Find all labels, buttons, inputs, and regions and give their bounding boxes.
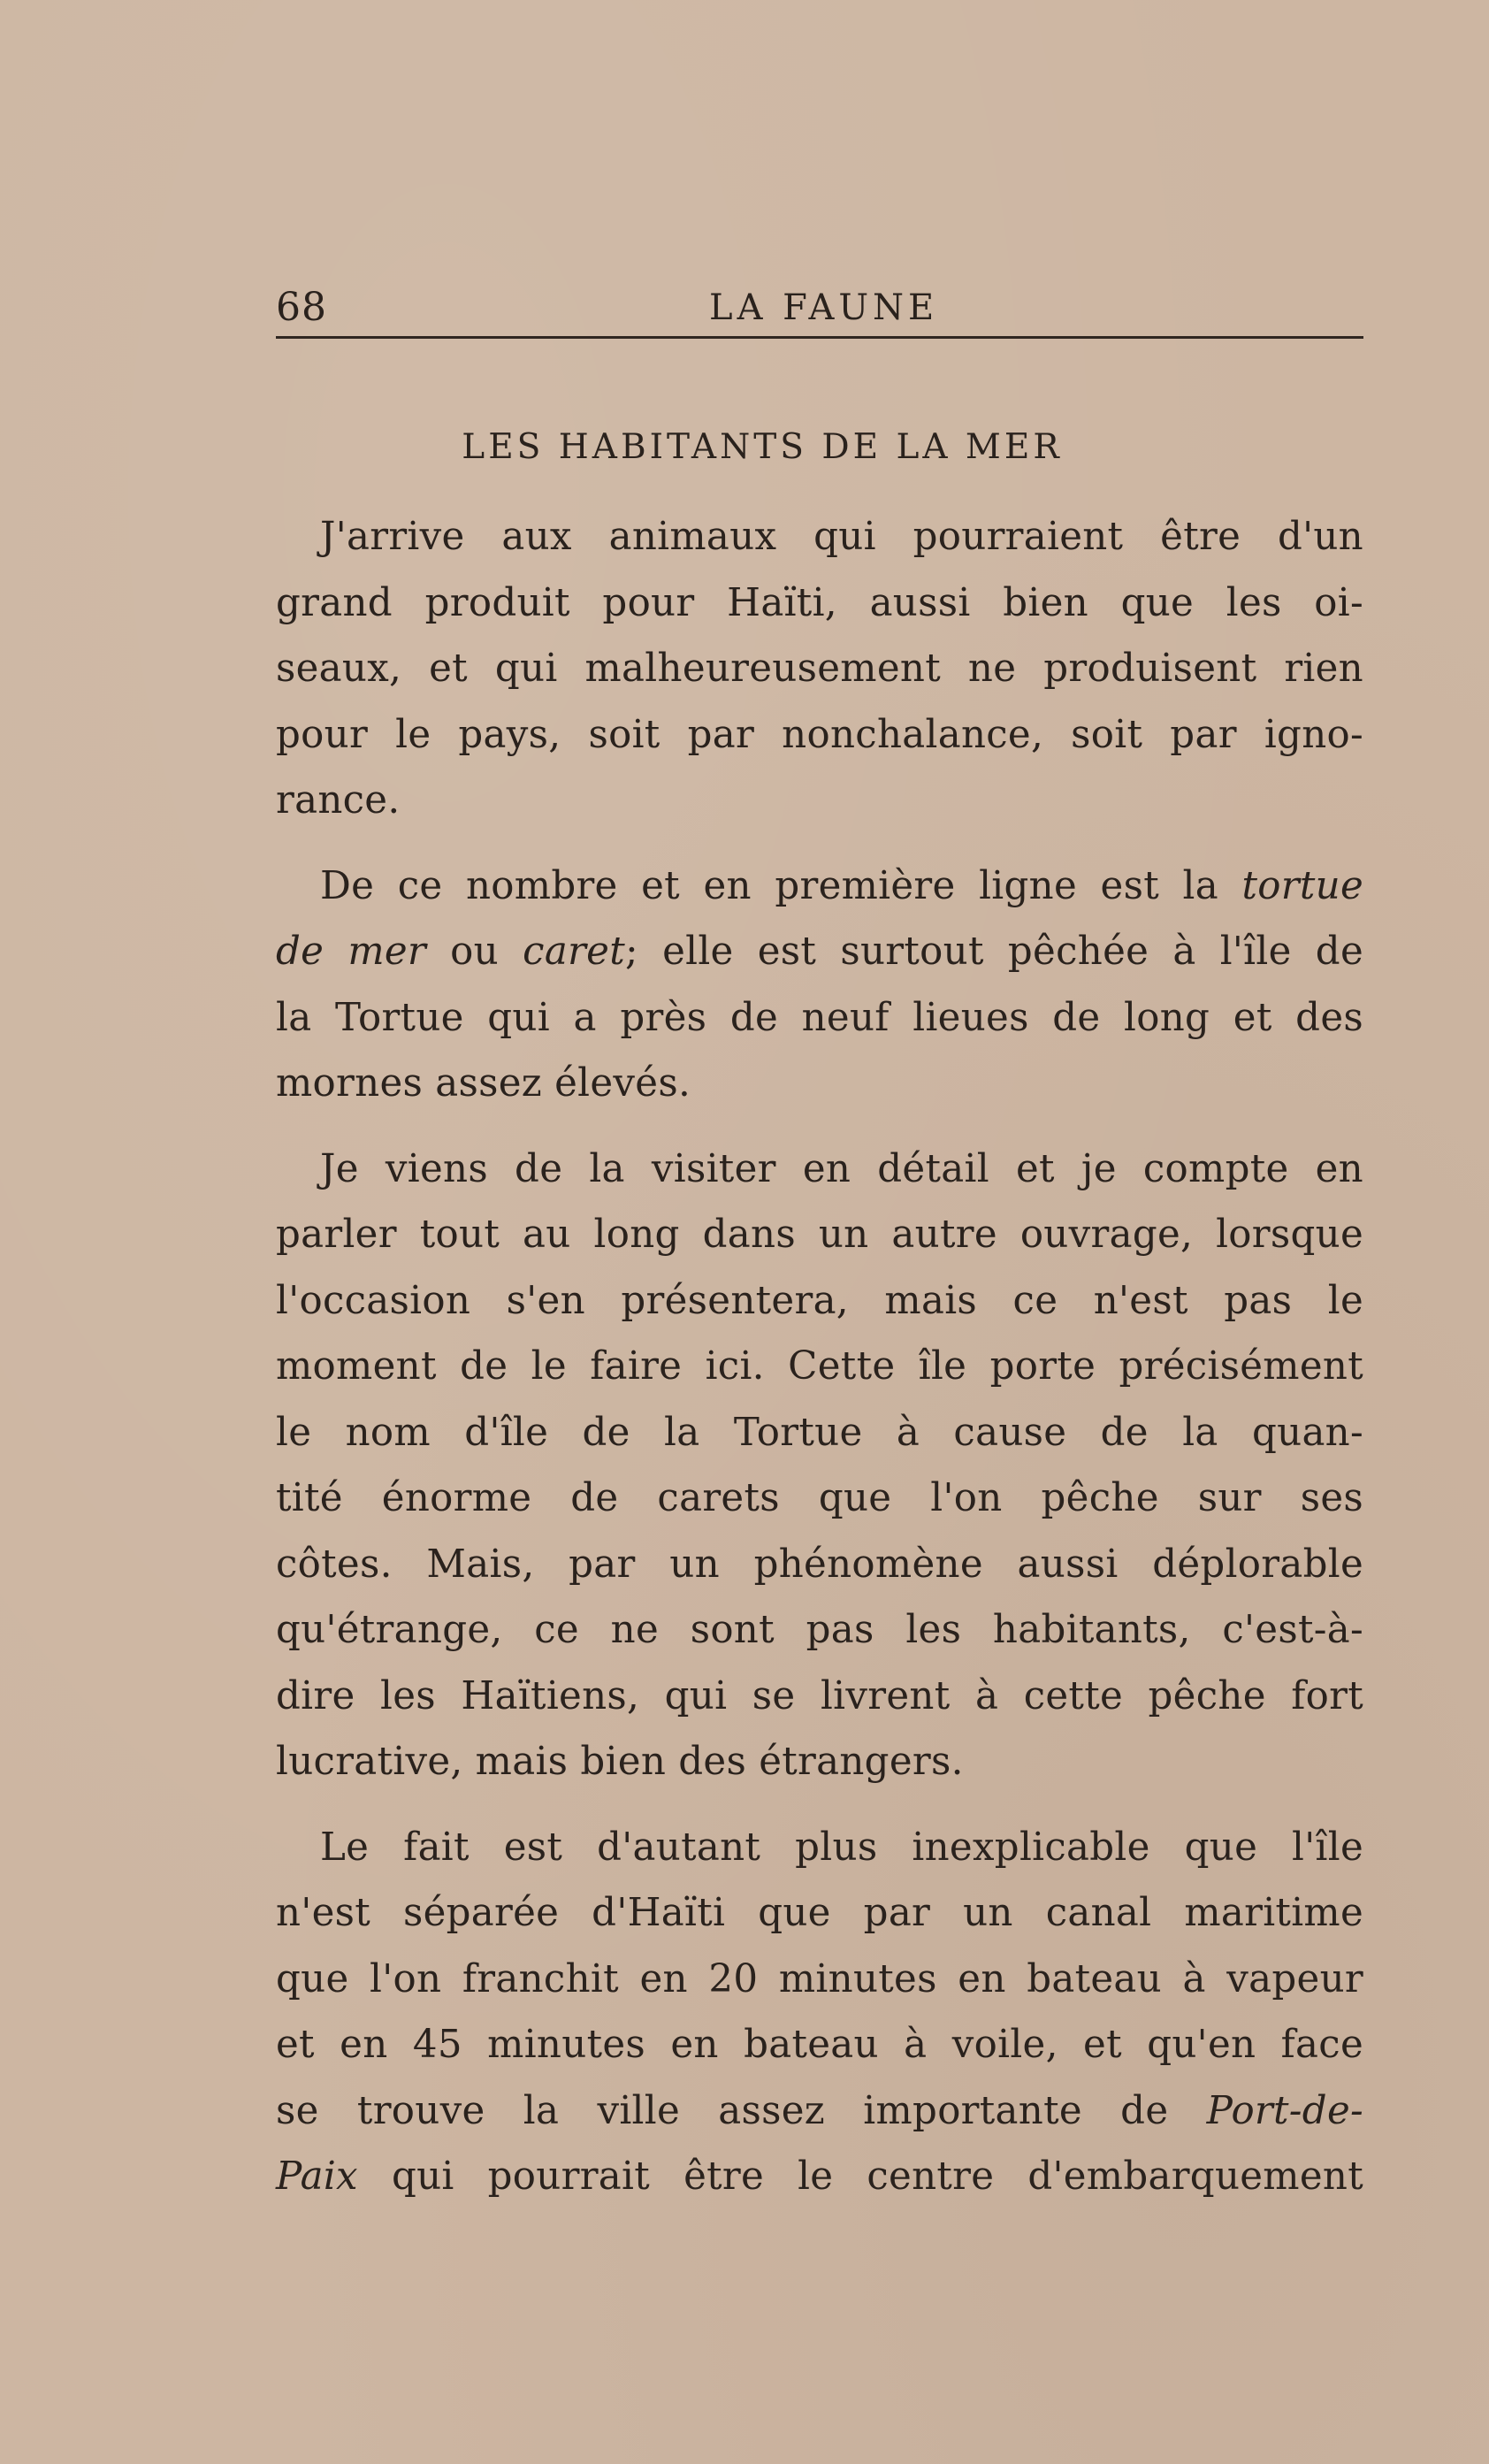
italic-term: tortue — [1241, 863, 1363, 908]
italic-term: de mer — [276, 930, 427, 974]
text-line: que l'on franchit en 20 minutes en bateau à vapeur — [276, 1956, 1363, 2001]
italic-term: Port-de- — [1206, 2088, 1363, 2133]
section-title: LES HABITANTS DE LA MER — [462, 427, 1063, 467]
text-line: seaux, et qui malheureusement ne produisent rien — [276, 647, 1363, 691]
text-line: l'occasion s'en présentera, mais ce n'est pas le — [276, 1278, 1363, 1323]
text-line — [276, 919, 1363, 985]
text-run: se trouve la ville assez importante de — [276, 2088, 1207, 2133]
text-line — [276, 2078, 1363, 2145]
text-line: lucrative, mais bien des étrangers. — [276, 1740, 964, 1784]
text-line: Je viens de la visiter en détail et je compte en — [320, 1146, 1363, 1191]
paragraph-4 — [276, 1815, 1363, 2210]
text-line: la Tortue qui a près de neuf lieues de long et des — [276, 995, 1363, 1040]
running-head — [276, 279, 1363, 336]
text-run: qui pourrait être le centre d'embarquement — [357, 2154, 1363, 2199]
text-line: grand produit pour Haïti, aussi bien que les oi- — [276, 580, 1363, 625]
italic-term: caret — [523, 930, 625, 974]
italic-term: Paix — [276, 2154, 358, 2199]
text-line: n'est séparée d'Haïti que par un canal maritime — [276, 1891, 1363, 1935]
text-line: côtes. Mais, par un phénomène aussi déplorable — [276, 1542, 1363, 1587]
body-text — [276, 504, 1363, 2230]
text-line: parler tout au long dans un autre ouvrage, lorsque — [276, 1213, 1363, 1257]
text-line: dire les Haïtiens, qui se livrent à cette pêche fort — [276, 1673, 1363, 1718]
text-line: moment de le faire ici. Cette île porte précisément — [276, 1344, 1363, 1389]
text-line: et en 45 minutes en bateau à voile, et qu'en face — [276, 2023, 1363, 2067]
text-line: pour le pays, soit par nonchalance, soit par igno- — [276, 712, 1363, 757]
running-title: LA FAUNE — [709, 287, 939, 328]
text-line: le nom d'île de la Tortue à cause de la quan- — [276, 1410, 1363, 1455]
text-line: Le fait est d'autant plus inexplicable que l'île — [320, 1825, 1363, 1870]
paragraph-3 — [276, 1136, 1363, 1795]
text-line: rance. — [276, 778, 401, 823]
text-run: De ce nombre et en première ligne est la — [320, 863, 1242, 908]
text-line: J'arrive aux animaux qui pourraient être d'un — [320, 515, 1363, 559]
text-line: mornes assez élevés. — [276, 1061, 691, 1106]
text-line: qu'étrange, ce ne sont pas les habitants, c'est-à- — [276, 1608, 1363, 1652]
page-number: 68 — [276, 285, 327, 330]
text-line: tité énorme de carets que l'on pêche sur ses — [276, 1476, 1363, 1520]
paragraph-1 — [276, 504, 1363, 834]
paragraph-2 — [276, 853, 1363, 1117]
text-run: ou — [426, 930, 523, 974]
text-run: ; elle est surtout pêchée à l'île de — [624, 930, 1363, 974]
header-rule — [276, 336, 1363, 339]
text-line — [276, 853, 1363, 920]
text-line — [276, 2144, 1363, 2210]
